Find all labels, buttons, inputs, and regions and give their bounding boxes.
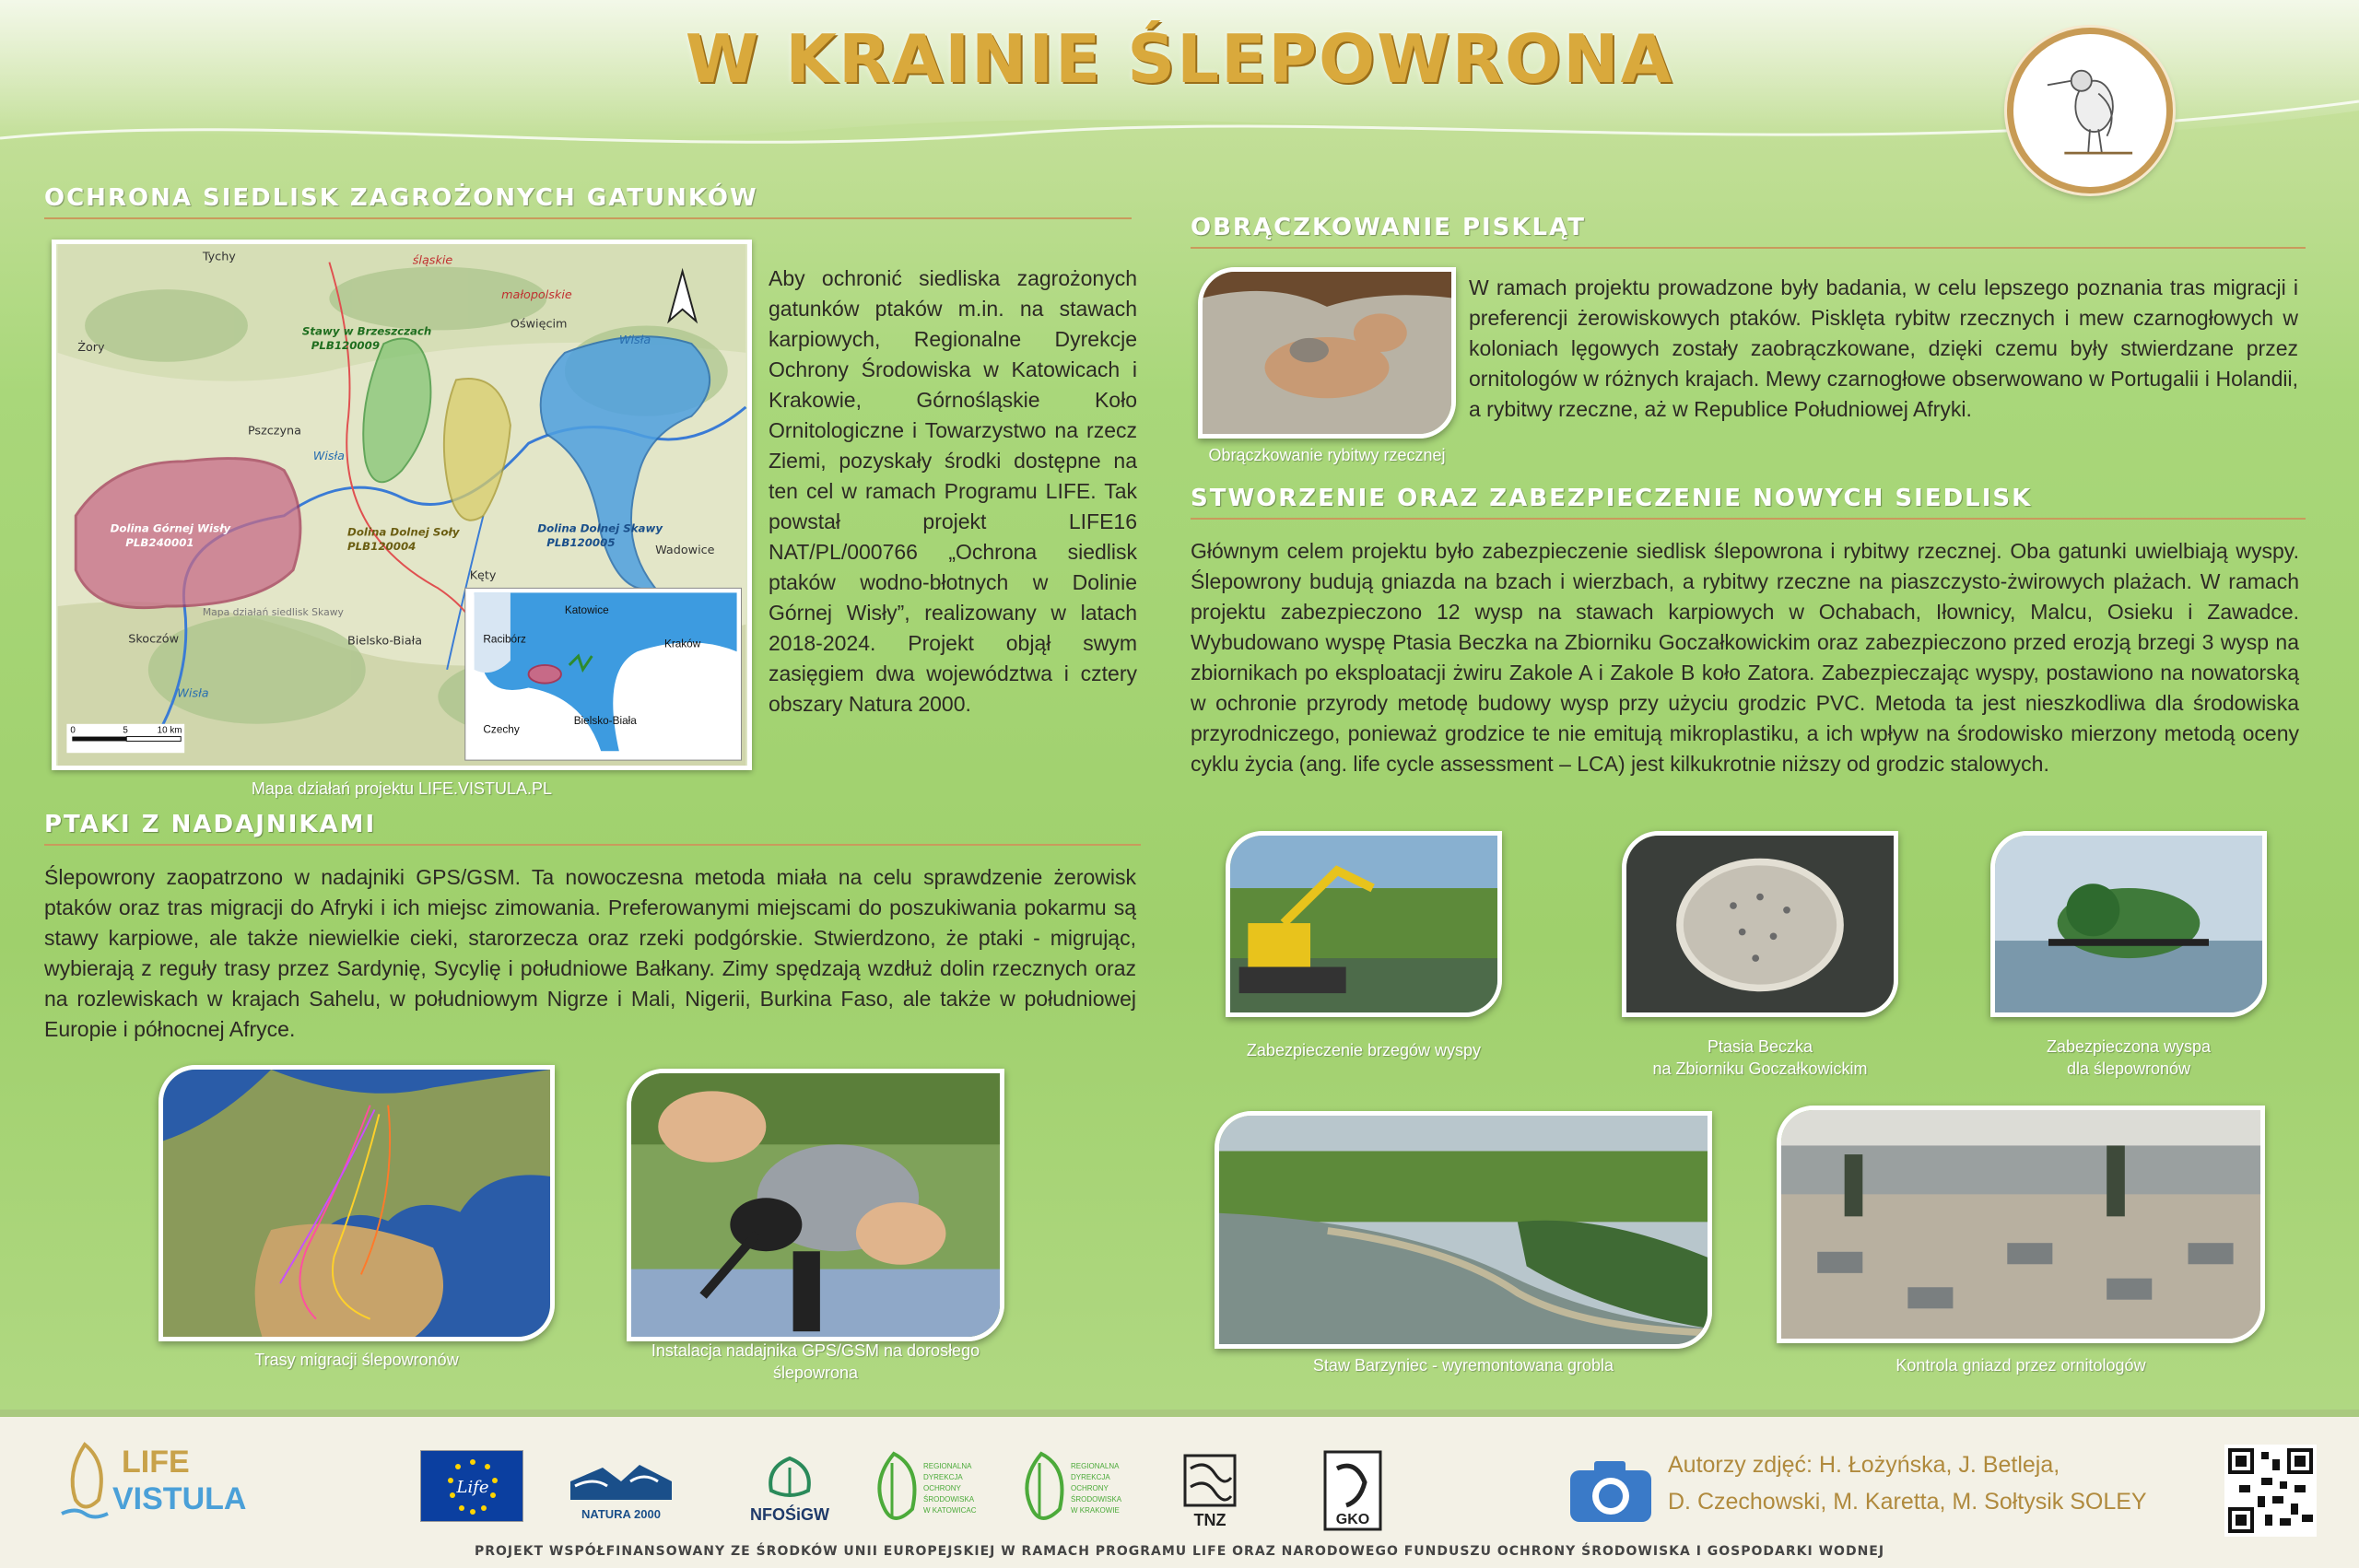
map-label-ddsk: Dolina Dolnej Skawy (537, 521, 663, 535)
map-label-wadowice: Wadowice (655, 544, 715, 558)
svg-text:OCHRONY: OCHRONY (923, 1484, 961, 1492)
svg-text:OCHRONY: OCHRONY (1071, 1484, 1109, 1492)
map-label-oswiecim: Oświęcim (510, 317, 568, 332)
heron-medal-icon (2007, 28, 2173, 193)
map-label-skoczow: Skoczów (128, 632, 180, 647)
life-vistula-logo: LIFE VISTULA (57, 1435, 260, 1527)
transmitter-install-photo (627, 1069, 1004, 1341)
map-label-slaskie: śląskie (412, 253, 453, 268)
map-label-dgw: Dolina Górnej Wisły (110, 521, 231, 535)
svg-text:10 km: 10 km (157, 725, 182, 736)
map-label-wisla-3: Wisła (177, 686, 209, 701)
bird-barrel-caption: Ptasia Beczka na Zbiorniku Goczałkowickim (1652, 1037, 1868, 1078)
nest-control-photo (1777, 1106, 2265, 1343)
svg-text:REGIONALNA: REGIONALNA (923, 1462, 972, 1470)
map-label-bielsko: Bielsko-Biała (347, 634, 423, 649)
tnz-logo (1178, 1450, 1242, 1533)
map-label-malopolskie: małopolskie (501, 287, 572, 302)
nest-control-caption: Kontrola gniazd przez ornitologów (1895, 1356, 2146, 1375)
map-label-dds-code: PLB120004 (347, 540, 417, 554)
habitat-heading: OCHRONA SIEDLISK ZAGROŻONYCH GATUNKÓW (44, 184, 1132, 219)
svg-text:0: 0 (70, 725, 76, 736)
svg-text:NATURA 2000: NATURA 2000 (581, 1507, 661, 1521)
footer (0, 1410, 2359, 1568)
svg-text:TNZ: TNZ (1193, 1511, 1226, 1529)
rdos-krakow-logo (1014, 1445, 1124, 1537)
svg-text:W KATOWICACH: W KATOWICACH (923, 1506, 977, 1515)
leaf-icon (57, 1435, 112, 1527)
migration-routes-caption: Trasy migracji ślepowronów (254, 1351, 459, 1369)
svg-text:Racibórz: Racibórz (483, 633, 526, 646)
eu-life-logo (420, 1450, 523, 1522)
svg-text:ŚRODOWISKA: ŚRODOWISKA (923, 1495, 975, 1504)
svg-text:Bielsko-Biała: Bielsko-Biała (573, 714, 637, 727)
bank-protection-caption: Zabezpieczenie brzegów wyspy (1246, 1041, 1482, 1059)
map-label-zory: Żory (77, 340, 105, 355)
map-label-dgw-code: PLB240001 (125, 536, 194, 550)
map-label-pszczyna: Pszczyna (247, 424, 301, 439)
rdos-katowice-logo (866, 1445, 977, 1537)
cofinancing-note: PROJEKT WSPÓŁFINANSOWANY ZE ŚRODKÓW UNII EUROPEJSKIEJ W RAMACH PROGRAMU LIFE ORAZ NARODOWEGO FUNDUSZU OCHRONY ŚRODOWISKA I GOSPODARKI WODNEJ (474, 1544, 1885, 1559)
map-label-tychy: Tychy (202, 250, 236, 264)
ringing-heading: OBRĄCZKOWANIE PISKLĄT (1191, 214, 2306, 249)
svg-text:Katowice: Katowice (564, 603, 609, 616)
bird-barrel-photo (1622, 831, 1898, 1017)
page-title: W KRAINIE ŚLEPOWRONA (685, 20, 1674, 98)
svg-text:DYREKCJA: DYREKCJA (1071, 1473, 1110, 1481)
nfosigw-logo (739, 1454, 840, 1527)
svg-text:5: 5 (123, 725, 128, 736)
map-label-wisla-2: Wisła (312, 449, 346, 463)
photo-authors: Autorzy zdjęć: H. Łożyńska, J. Betleja, D. Czechowski, M. Karetta, M. Sołtysik SOLEY (1668, 1452, 2147, 1515)
svg-text:W KRAKOWIE: W KRAKOWIE (1071, 1506, 1120, 1515)
scale-bar (66, 724, 184, 753)
map-label-dds: Dolina Dolnej Soły (347, 525, 460, 539)
ringing-text: W ramach projektu prowadzone były badania, w celu lepszego poznania tras migracji i preferencji żerowiskowych ptaków. Pisklęta rybitw rzecznych i mew czarnogłowych w koloniach lęgowych zostały zaobrączkowane, dzięki czemu były stwierdzane przez ornitologów w różnych krajach. Mewy czarnogłowe obserwowano w Portugalii i Holandii, a rybitwy rzeczne, aż w Republice Południowej Afryki. (1469, 275, 2298, 421)
gko-logo (1323, 1450, 1382, 1533)
barzyniec-caption: Staw Barzyniec - wyremontowana grobla (1312, 1356, 1614, 1375)
camera-icon (1567, 1457, 1655, 1524)
map-label-stawy-code: PLB120009 (311, 338, 381, 352)
svg-text:Kraków: Kraków (663, 638, 701, 650)
project-map (52, 240, 752, 770)
new-habitats-heading: STWORZENIE ORAZ ZABEZPIECZENIE NOWYCH SIEDLISK (1191, 485, 2306, 520)
ringing-photo (1198, 267, 1456, 439)
natura-2000-logo (566, 1454, 676, 1524)
habitat-text: Aby ochronić siedliska zagrożonych gatunków ptaków m.in. na stawach karpiowych, Regionalne Dyrekcje Ochrony Środowiska w Katowicach i Krakowie, Górnośląskie Koło Ornitologiczne i Towarzystwo na rzecz Ziemi, pozyskały środki dostępne na ten cel w ramach Programu LIFE. Tak powstał projekt LIFE16 NAT/PL/000766 „Ochrona siedlisk ptaków wodno-błotnych w Dolinie Górnej Wisły”, realizowany w latach 2018-2024. Projekt objął swym zasięgiem dwa województwa i cztery obszary Natura 2000. (769, 266, 1137, 716)
svg-text:Czechy: Czechy (483, 723, 520, 736)
svg-text:ŚRODOWISKA: ŚRODOWISKA (1071, 1495, 1122, 1504)
map-label-stawy: Stawy w Brzeszczach (301, 324, 432, 338)
qr-code-icon (2224, 1445, 2317, 1537)
transmitters-heading: PTAKI Z NADAJNIKAMI (44, 811, 1141, 846)
svg-text:NFOŚiGW: NFOŚiGW (750, 1505, 829, 1524)
map-watermark: Mapa działań siedlisk Skawy (202, 605, 344, 618)
barzyniec-photo (1215, 1111, 1712, 1349)
map-label-wisla-1: Wisła (618, 333, 651, 348)
protected-island-photo (1990, 831, 2267, 1017)
svg-text:DYREKCJA: DYREKCJA (923, 1473, 963, 1481)
svg-text:Life: Life (456, 1478, 489, 1497)
map-label-ddsk-code: PLB120005 (546, 536, 616, 550)
protected-island-caption: Zabezpieczona wyspa dla ślepowronów (2046, 1037, 2212, 1078)
svg-text:REGIONALNA: REGIONALNA (1071, 1462, 1120, 1470)
map-caption: Mapa działań projektu LIFE.VISTULA.PL (251, 779, 553, 798)
transmitters-text: Ślepowrony zaopatrzono w nadajniki GPS/GSM. Ta nowoczesna metoda miała na celu sprawdzenie żerowisk ptaków oraz tras migracji do Afryki i ich miejsc zimowania. Preferowanymi miejscami do poszukiwania pokarmu są stawy karpiowe, ale także niewielkie cieki, starorzecza oraz rzeki podgórskie. Stwierdzono, że ptaki - migrując, wybierają z reguły trasy przez Sardynię, Sycylię i południowe Bałkany. Zimy spędzają wzdłuż dolin rzecznych oraz na rozlewiskach w krajach Sahelu, w południowym Nigrze i Mali, Nigerii, Burkina Faso, ale także w południowej Europie i północnej Afryce. (44, 865, 1136, 1041)
map-label-kety: Kęty (469, 568, 497, 583)
map-inset (465, 588, 742, 760)
migration-routes-photo (158, 1065, 555, 1341)
svg-text:GKO: GKO (1335, 1512, 1370, 1527)
ringing-caption: Obrączkowanie rybitwy rzecznej (1208, 446, 1446, 464)
transmitter-install-caption: Instalacja nadajnika GPS/GSM na dorosłego ślepowrona (651, 1341, 980, 1382)
new-habitats-text: Głównym celem projektu było zabezpieczenie siedlisk ślepowrona i rybitwy rzecznej. Oba gatunki uwielbiają wyspy. Ślepowrony budują gniazda na bzach i wierzbach, a rybitwy rzeczne na piaszczysto-żwirowych plażach. W ramach projektu zabezpieczono 12 wysp na stawach karpiowych w Ochabach, Iłownicy, Malcu, Osieku i Zawadce. Wybudowano wyspę Ptasia Beczka na Zbiorniku Goczałkowickim oraz zabezpieczono przed erozją brzegi 3 wysp na zbiornikach po eksploatacji żwiru Zakole A i Zakole B koło Zatora. Zabezpieczając wyspy, postawiono na nowatorską w ochronie przyrody metodę budowy wysp przy użyciu grodzic PVC. Metoda ta jest nieszkodliwa dla środowiska przyrodniczego, ponieważ grodzice te nie emitują mikroplastiku, a ich wpływ na środowisko mierzony metodą oceny cyklu życia (ang. life cycle assessment – LCA) jest kilkukrotnie niższy od grodzic stalowych. (1191, 539, 2299, 776)
bank-protection-photo (1226, 831, 1502, 1017)
